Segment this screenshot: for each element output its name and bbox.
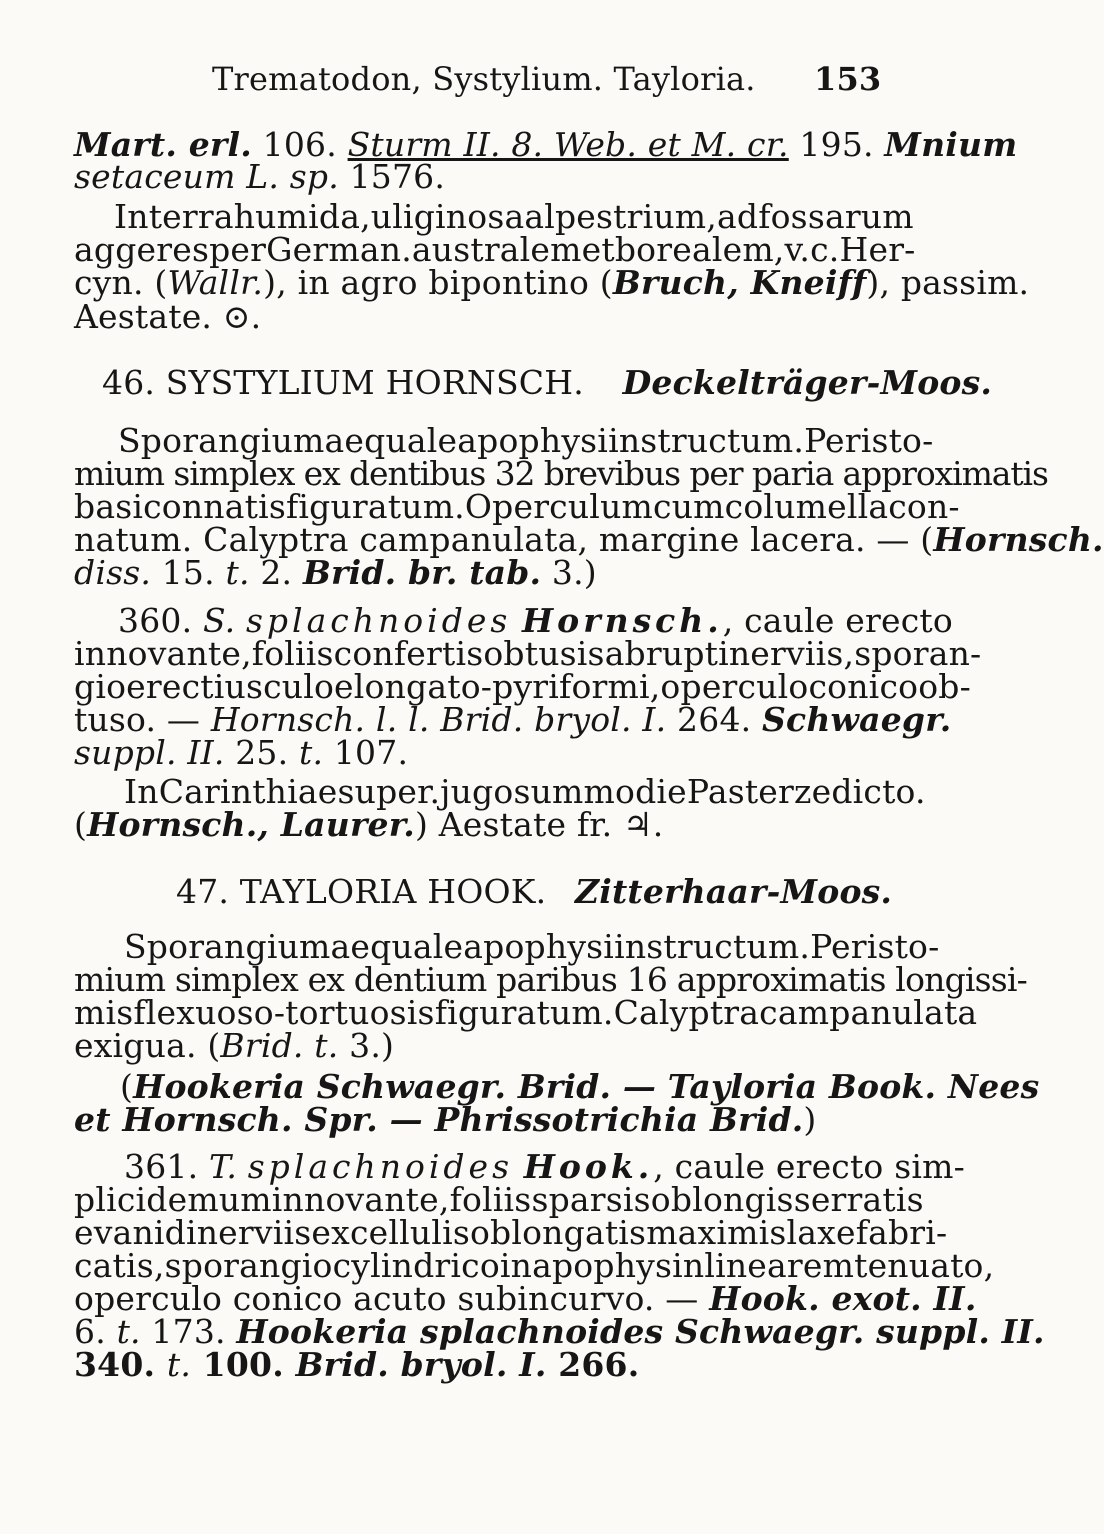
s1-line-4: aggeres per German. australem et borealem, v. c. Her- <box>74 230 916 269</box>
s1-line-5: cyn. (Wallr.), in agro bipontino (Bruch, Kneiff), passim. <box>74 263 1030 302</box>
s1-line-1: Mart. erl. 106. Sturm II. 8. Web. et M. cr. 195. Mnium <box>74 125 1018 164</box>
running-header <box>212 62 756 96</box>
sp360-line-2: innovante, foliis confertis obtusis abruptinerviis, sporan- <box>74 634 982 673</box>
page-number: 153 <box>814 60 882 98</box>
sp360-line-6: In Carinthiae super. jugo summo die Pasterze dicto. <box>124 772 926 811</box>
sp361-line-6: 6. t. 173. Hookeria splachnoides Schwaegr. suppl. II. <box>74 1312 1045 1351</box>
sp360-line-1: 360. S. splachnoides Hornsch., caule erecto <box>118 601 953 640</box>
g46-line-1: Sporangium aequale apophysi instructum. Peristo- <box>118 421 934 460</box>
sp360-line-3: gio erectiusculo elongato-pyriformi, operculo conico ob- <box>74 667 971 706</box>
g47-line-4: exigua. (Brid. t. 3.) <box>74 1026 395 1065</box>
genus-47-heading: 47. TAYLORIA HOOK. Zitterhaar-Moos. <box>176 872 893 911</box>
g47-line-1: Sporangium aequale apophysi instructum. Peristo- <box>124 927 940 966</box>
g47-line-5: (Hookeria Schwaegr. Brid. — Tayloria Book. Nees <box>120 1067 1040 1106</box>
g46-line-4: natum. Calyptra campanulata, margine lacera. — (Hornsch. <box>74 520 1104 559</box>
g46-line-3: basi connatis figuratum. Operculum cum columella con- <box>74 487 960 526</box>
genus-46-heading: 46. SYSTYLIUM HORNSCH. Deckelträger-Moos. <box>102 363 993 402</box>
header-title: Trematodon, Systylium. Tayloria. <box>212 60 756 98</box>
g47-line-2: mium simplex ex dentium paribus 16 approximatis longissi- <box>74 960 1028 999</box>
g47-line-6: et Hornsch. Spr. — Phrissotrichia Brid.) <box>74 1100 817 1139</box>
sp361-line-3: evanidinerviis ex cellulis oblongatis maximis laxe fabri- <box>74 1213 948 1252</box>
sp361-line-5: operculo conico acuto subincurvo. — Hook. exot. II. <box>74 1279 977 1318</box>
sp360-line-4: tuso. — Hornsch. l. l. Brid. bryol. I. 264. Schwaegr. <box>74 700 952 739</box>
s1-line-2: setaceum L. sp. 1576. <box>74 157 446 196</box>
sp361-line-2: plici demum innovante, foliis sparsis oblongis serratis <box>74 1180 924 1219</box>
sp360-line-7: (Hornsch., Laurer.) Aestate fr. ♃. <box>74 805 664 844</box>
sp361-line-7: 340. t. 100. Brid. bryol. I. 266. <box>74 1345 640 1384</box>
sp361-line-4: catis, sporangio cylindrico in apophysin linearem tenuato, <box>74 1246 995 1285</box>
g46-line-5: diss. 15. t. 2. Brid. br. tab. 3.) <box>74 553 597 592</box>
s1-line-3: In terra humida, uliginosa alpestrium, ad fossarum <box>114 197 914 236</box>
g46-line-2: mium simplex ex dentibus 32 brevibus per paria approximatis <box>74 454 1048 493</box>
s1-line-6: Aestate. ⊙. <box>74 297 262 336</box>
sp361-line-1: 361. T. splachnoides Hook., caule erecto sim- <box>124 1147 965 1186</box>
sp360-line-5: suppl. II. 25. t. 107. <box>74 733 409 772</box>
g47-line-3: mis flexuoso-tortuosis figuratum. Calyptra campanulata <box>74 993 978 1032</box>
